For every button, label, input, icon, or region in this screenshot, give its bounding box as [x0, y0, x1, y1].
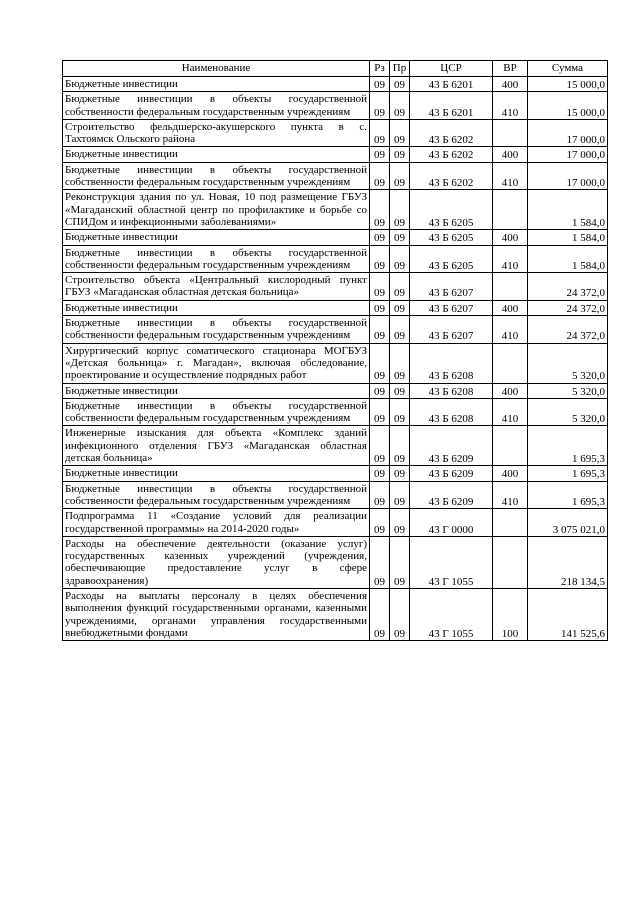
header-csr: ЦСР — [410, 61, 493, 77]
row-rz-cell: 09 — [370, 190, 390, 230]
table-row — [63, 536, 608, 588]
row-csr-cell: 43 Б 6207 — [410, 316, 493, 344]
row-sum-cell: 1 584,0 — [528, 190, 608, 230]
row-vr-cell — [493, 119, 528, 147]
table-row — [63, 119, 608, 147]
row-csr-cell: 43 Б 6202 — [410, 162, 493, 190]
row-vr-cell — [493, 190, 528, 230]
row-pr-cell: 09 — [390, 147, 410, 162]
row-sum-cell: 15 000,0 — [528, 77, 608, 92]
row-vr-cell — [493, 509, 528, 537]
row-pr-cell: 09 — [390, 426, 410, 466]
row-pr-cell: 09 — [390, 383, 410, 398]
row-rz-cell: 09 — [370, 398, 390, 426]
row-rz-cell: 09 — [370, 230, 390, 245]
row-sum-cell: 141 525,6 — [528, 588, 608, 640]
row-name-cell: Хирургический корпус соматического стационара МОГБУЗ «Детская больница» г. Магадан», включая обследование, проектирование и осуществление подрядных работ — [63, 343, 370, 383]
row-sum-cell: 1 584,0 — [528, 245, 608, 273]
row-sum-cell: 5 320,0 — [528, 383, 608, 398]
row-pr-cell: 09 — [390, 536, 410, 588]
row-vr-cell: 410 — [493, 481, 528, 509]
row-name-cell: Строительство объекта «Центральный кислородный пункт ГБУЗ «Магаданская областная детская больница» — [63, 273, 370, 301]
row-csr-cell: 43 Б 6202 — [410, 147, 493, 162]
table-row — [63, 273, 608, 301]
row-sum-cell: 1 584,0 — [528, 230, 608, 245]
row-rz-cell: 09 — [370, 300, 390, 315]
row-pr-cell: 09 — [390, 92, 410, 120]
table-row — [63, 300, 608, 315]
row-name-cell: Бюджетные инвестиции в объекты государственной собственности федеральным государственным учреждениям — [63, 245, 370, 273]
row-csr-cell: 43 Б 6209 — [410, 481, 493, 509]
row-csr-cell: 43 Б 6209 — [410, 466, 493, 481]
row-pr-cell: 09 — [390, 190, 410, 230]
table-row — [63, 92, 608, 120]
row-csr-cell: 43 Г 1055 — [410, 588, 493, 640]
row-pr-cell: 09 — [390, 119, 410, 147]
row-csr-cell: 43 Б 6207 — [410, 300, 493, 315]
row-sum-cell: 3 075 021,0 — [528, 509, 608, 537]
row-name-cell: Бюджетные инвестиции — [63, 300, 370, 315]
row-rz-cell: 09 — [370, 92, 390, 120]
table-header-row — [63, 61, 608, 77]
row-vr-cell: 400 — [493, 230, 528, 245]
table-row — [63, 316, 608, 344]
row-name-cell: Строительство фельдшерско-акушерского пункта в с. Тахтоямск Ольского района — [63, 119, 370, 147]
table-row — [63, 190, 608, 230]
row-rz-cell: 09 — [370, 316, 390, 344]
row-vr-cell: 410 — [493, 398, 528, 426]
row-vr-cell: 400 — [493, 77, 528, 92]
row-pr-cell: 09 — [390, 398, 410, 426]
table-row — [63, 162, 608, 190]
row-sum-cell: 24 372,0 — [528, 273, 608, 301]
row-pr-cell: 09 — [390, 300, 410, 315]
table-row — [63, 245, 608, 273]
row-name-cell: Бюджетные инвестиции — [63, 77, 370, 92]
row-vr-cell — [493, 343, 528, 383]
row-vr-cell — [493, 273, 528, 301]
table-row — [63, 509, 608, 537]
row-pr-cell: 09 — [390, 245, 410, 273]
budget-table-page — [62, 60, 607, 641]
row-csr-cell: 43 Б 6207 — [410, 273, 493, 301]
row-csr-cell: 43 Г 0000 — [410, 509, 493, 537]
row-vr-cell: 100 — [493, 588, 528, 640]
row-sum-cell: 24 372,0 — [528, 300, 608, 315]
row-rz-cell: 09 — [370, 509, 390, 537]
row-vr-cell: 410 — [493, 245, 528, 273]
row-vr-cell: 400 — [493, 147, 528, 162]
table-row — [63, 426, 608, 466]
row-vr-cell: 410 — [493, 316, 528, 344]
row-name-cell: Бюджетные инвестиции в объекты государственной собственности федеральным государственным учреждениям — [63, 92, 370, 120]
row-name-cell: Бюджетные инвестиции — [63, 147, 370, 162]
row-name-cell: Расходы на выплаты персоналу в целях обеспечения выполнения функций государственными органами, казенными учреждениями, органами управления государственными внебюджетными фондами — [63, 588, 370, 640]
row-pr-cell: 09 — [390, 343, 410, 383]
table-row — [63, 398, 608, 426]
row-csr-cell: 43 Б 6208 — [410, 383, 493, 398]
row-csr-cell: 43 Б 6209 — [410, 426, 493, 466]
row-sum-cell: 5 320,0 — [528, 343, 608, 383]
row-rz-cell: 09 — [370, 245, 390, 273]
row-name-cell: Бюджетные инвестиции в объекты государственной собственности федеральным государственным учреждениям — [63, 316, 370, 344]
row-sum-cell: 218 134,5 — [528, 536, 608, 588]
row-csr-cell: 43 Б 6208 — [410, 343, 493, 383]
row-rz-cell: 09 — [370, 119, 390, 147]
row-name-cell: Реконструкция здания по ул. Новая, 10 под размещение ГБУЗ «Магаданский областной центр по профилактике и борьбе со СПИДом и инфекционными заболеваниями» — [63, 190, 370, 230]
row-sum-cell: 1 695,3 — [528, 466, 608, 481]
row-vr-cell: 400 — [493, 383, 528, 398]
row-csr-cell: 43 Б 6208 — [410, 398, 493, 426]
row-name-cell: Бюджетные инвестиции — [63, 383, 370, 398]
row-name-cell: Подпрограмма 11 «Создание условий для реализации государственной программы» на 2014-2020 годы» — [63, 509, 370, 537]
table-row — [63, 588, 608, 640]
row-pr-cell: 09 — [390, 481, 410, 509]
row-rz-cell: 09 — [370, 588, 390, 640]
table-row — [63, 481, 608, 509]
row-pr-cell: 09 — [390, 273, 410, 301]
header-rz: Рз — [370, 61, 390, 77]
row-pr-cell: 09 — [390, 466, 410, 481]
row-pr-cell: 09 — [390, 230, 410, 245]
row-pr-cell: 09 — [390, 77, 410, 92]
row-sum-cell: 1 695,3 — [528, 426, 608, 466]
row-pr-cell: 09 — [390, 162, 410, 190]
row-sum-cell: 17 000,0 — [528, 162, 608, 190]
row-vr-cell: 400 — [493, 466, 528, 481]
header-vr: ВР — [493, 61, 528, 77]
row-sum-cell: 5 320,0 — [528, 398, 608, 426]
row-name-cell: Инженерные изыскания для объекта «Комплекс зданий инфекционного отделения ГБУЗ «Магаданская областная детская больница» — [63, 426, 370, 466]
table-row — [63, 383, 608, 398]
row-sum-cell: 17 000,0 — [528, 147, 608, 162]
row-name-cell: Бюджетные инвестиции в объекты государственной собственности федеральным государственным учреждениям — [63, 162, 370, 190]
row-vr-cell: 400 — [493, 300, 528, 315]
row-pr-cell: 09 — [390, 316, 410, 344]
row-sum-cell: 1 695,3 — [528, 481, 608, 509]
row-name-cell: Расходы на обеспечение деятельности (оказание услуг) государственных казенных учреждений (учреждения, обеспечивающие предоставление услуг в сфере здравоохранения) — [63, 536, 370, 588]
header-pr: Пр — [390, 61, 410, 77]
row-pr-cell: 09 — [390, 588, 410, 640]
table-row — [63, 343, 608, 383]
row-csr-cell: 43 Б 6205 — [410, 230, 493, 245]
row-pr-cell: 09 — [390, 509, 410, 537]
table-row — [63, 77, 608, 92]
table-row — [63, 230, 608, 245]
row-rz-cell: 09 — [370, 536, 390, 588]
row-csr-cell: 43 Г 1055 — [410, 536, 493, 588]
row-rz-cell: 09 — [370, 147, 390, 162]
budget-table — [62, 60, 608, 641]
row-name-cell: Бюджетные инвестиции в объекты государственной собственности федеральным государственным учреждениям — [63, 398, 370, 426]
header-name: Наименование — [63, 61, 370, 77]
row-rz-cell: 09 — [370, 466, 390, 481]
row-rz-cell: 09 — [370, 343, 390, 383]
row-name-cell: Бюджетные инвестиции в объекты государственной собственности федеральным государственным учреждениям — [63, 481, 370, 509]
row-rz-cell: 09 — [370, 273, 390, 301]
row-csr-cell: 43 Б 6202 — [410, 119, 493, 147]
row-csr-cell: 43 Б 6201 — [410, 92, 493, 120]
row-name-cell: Бюджетные инвестиции — [63, 230, 370, 245]
row-sum-cell: 24 372,0 — [528, 316, 608, 344]
row-vr-cell: 410 — [493, 92, 528, 120]
row-rz-cell: 09 — [370, 481, 390, 509]
table-row — [63, 147, 608, 162]
row-rz-cell: 09 — [370, 77, 390, 92]
row-sum-cell: 17 000,0 — [528, 119, 608, 147]
row-vr-cell — [493, 536, 528, 588]
row-rz-cell: 09 — [370, 383, 390, 398]
row-csr-cell: 43 Б 6201 — [410, 77, 493, 92]
row-csr-cell: 43 Б 6205 — [410, 190, 493, 230]
row-vr-cell: 410 — [493, 162, 528, 190]
table-row — [63, 466, 608, 481]
row-csr-cell: 43 Б 6205 — [410, 245, 493, 273]
row-name-cell: Бюджетные инвестиции — [63, 466, 370, 481]
row-rz-cell: 09 — [370, 426, 390, 466]
row-sum-cell: 15 000,0 — [528, 92, 608, 120]
row-vr-cell — [493, 426, 528, 466]
row-rz-cell: 09 — [370, 162, 390, 190]
header-sum: Сумма — [528, 61, 608, 77]
